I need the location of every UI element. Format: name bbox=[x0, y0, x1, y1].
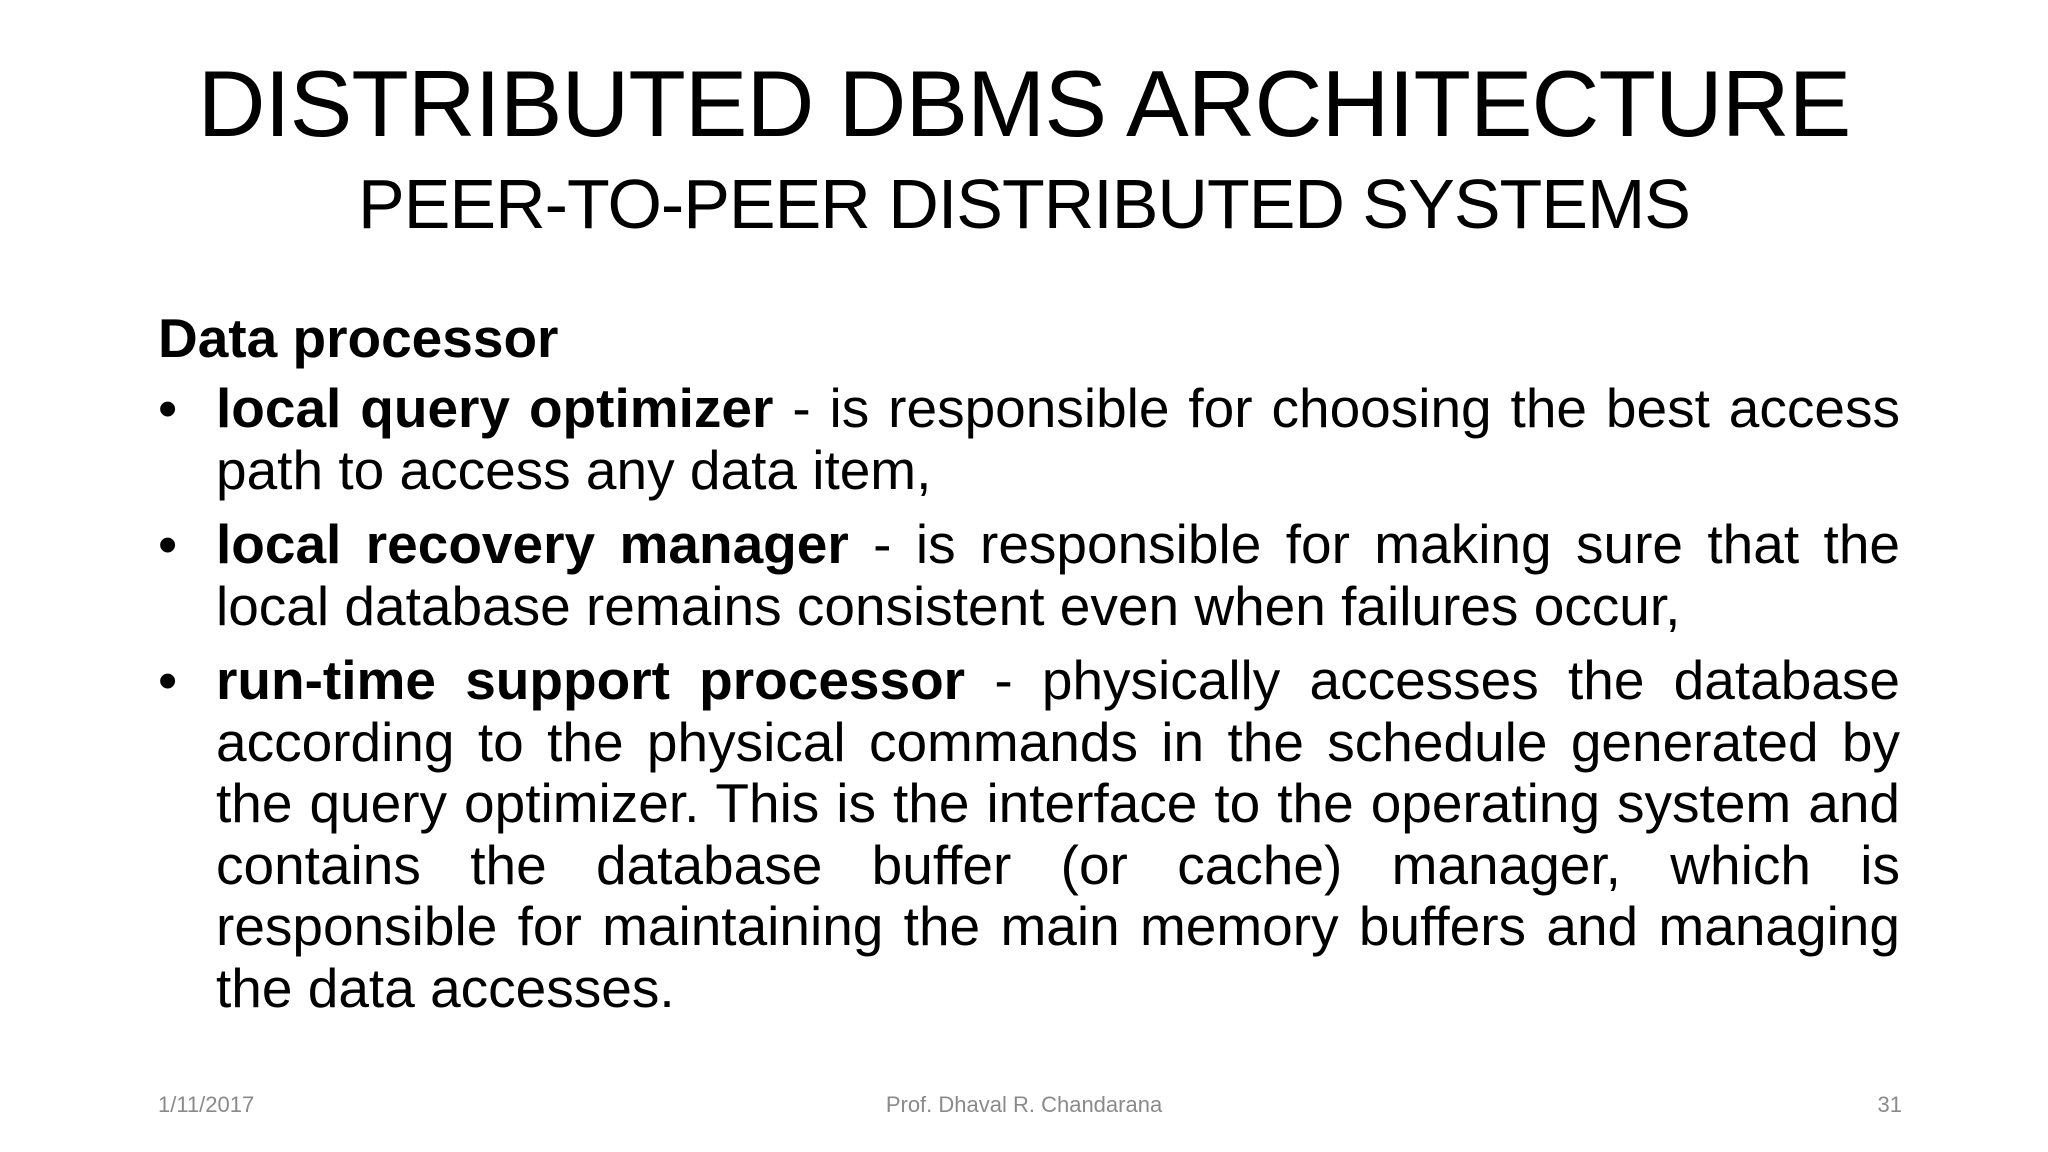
section-heading: Data processor bbox=[158, 307, 559, 369]
bullet-icon: • bbox=[158, 377, 178, 439]
bullet-description: - is responsible for making sure that the local database remains consistent even when failures occur, bbox=[216, 513, 1900, 637]
footer-author: Prof. Dhaval R. Chandarana bbox=[885, 1092, 1163, 1117]
slide-subtitle: PEER-TO-PEER DISTRIBUTED SYSTEMS bbox=[358, 165, 1690, 243]
bullet-item-run-time-support-processor bbox=[158, 650, 1900, 1019]
slide-body bbox=[158, 306, 1900, 1032]
bullet-icon: • bbox=[158, 649, 178, 711]
title-block bbox=[0, 48, 2048, 246]
footer-page-number: 31 bbox=[1877, 1092, 1902, 1117]
slide-title: DISTRIBUTED DBMS ARCHITECTURE bbox=[197, 51, 1851, 156]
bullet-list bbox=[158, 378, 1900, 1019]
bullet-term: run-time support processor bbox=[216, 649, 966, 711]
bullet-item-local-recovery-manager bbox=[158, 514, 1900, 637]
bullet-description: - physically accesses the database according to the physical commands in the schedule generated by the query optimizer. This is the interface to the operating system and contains the database buffer (or cache) manager, which is responsible for maintaining the main memory buffers and managing the data accesses. bbox=[216, 649, 1900, 1019]
bullet-term: local query optimizer bbox=[216, 377, 774, 439]
bullet-term: local recovery manager bbox=[216, 513, 849, 575]
bullet-icon: • bbox=[158, 513, 178, 575]
bullet-item-local-query-optimizer bbox=[158, 378, 1900, 501]
bullet-description: - is responsible for choosing the best access path to access any data item, bbox=[216, 377, 1900, 501]
footer-date: 1/11/2017 bbox=[158, 1092, 255, 1117]
